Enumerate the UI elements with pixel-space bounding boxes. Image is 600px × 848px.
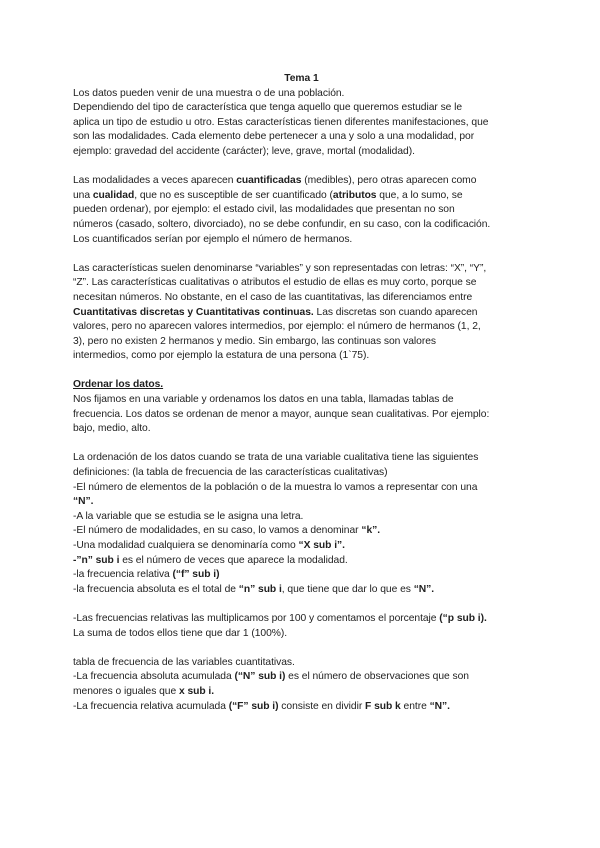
- bold-term: x sub i.: [178, 685, 215, 697]
- text-line: necesitan números. No obstante, en el caso de las cuantitativas, las diferenciamos entre: [73, 291, 473, 303]
- bold-term: (“N” sub i): [234, 671, 286, 683]
- text-line: [73, 612, 530, 627]
- text-line: -A la variable que se estudia se le asigna una letra.: [73, 510, 304, 522]
- bold-term: atributos: [332, 189, 377, 201]
- text-run: consiste en dividir: [278, 700, 366, 712]
- text-line: Nos fijamos en una variable y ordenamos los datos en una tabla, llamadas tablas de: [73, 394, 454, 406]
- bold-term: Cuantitativas discretas y Cuantitativas continuas.: [73, 306, 314, 318]
- text-line: tabla de frecuencia de las variables cuantitativas.: [73, 656, 295, 668]
- text-run: -la frecuencia relativa: [73, 569, 173, 581]
- paragraph-porcentaje: [73, 612, 530, 641]
- bold-term: “k”.: [361, 525, 381, 537]
- text-line: valores, pero no aparecen valores intermedios, por ejemplo: el número de hermanos (1, 2,: [73, 321, 481, 333]
- text-line: números (casado, soltero, divorciado), no se debe confundir, en su caso, con la codificación.: [73, 218, 491, 230]
- bold-term: cualidad: [92, 189, 135, 201]
- paragraph-modalidades: [73, 174, 530, 247]
- text-line: 3), pero no existen 2 hermanos y medio. Sin embargo, las continuas son valores: [73, 335, 436, 347]
- bold-term: (“F” sub i): [228, 700, 279, 712]
- text-line: ejemplo: gravedad del accidente (carácter); leve, grave, mortal (modalidad).: [73, 145, 415, 157]
- text-line: [73, 174, 530, 189]
- bold-term: “N”.: [413, 583, 435, 595]
- paragraph-cuantitativas: [73, 656, 530, 714]
- paragraph-definiciones: [73, 451, 530, 597]
- text-run: es el número de observaciones que son: [285, 671, 469, 683]
- text-line: aplica un tipo de estudio u otro. Estas características tienen diferentes manifestaciones, que: [73, 116, 489, 128]
- bold-term: cuantificadas: [236, 175, 302, 187]
- text-run: , que no es susceptible de ser cuantificado (: [134, 189, 333, 201]
- text-run: entre: [400, 700, 430, 712]
- bold-term: “X sub i”.: [298, 540, 345, 551]
- paragraph-intro: [73, 87, 530, 160]
- bold-term: “n” sub i: [238, 583, 282, 595]
- text-line: intermedios, como por ejemplo la estatura de una persona (1`75).: [73, 350, 370, 362]
- text-run: -El número de modalidades, en su caso, lo vamos a denominar: [73, 525, 362, 537]
- text-line: Las características suelen denominarse “variables” y son representadas con letras: “X”, “Y”,: [73, 262, 487, 274]
- text-line: [73, 568, 530, 583]
- paragraph-ordenar: [73, 393, 530, 437]
- text-run: -Las frecuencias relativas las multiplicamos por 100 y comentamos el porcentaje: [73, 612, 440, 624]
- text-line: [73, 495, 530, 510]
- text-run: una: [73, 189, 93, 201]
- text-line: [73, 700, 530, 715]
- text-line: Dependiendo del tipo de característica que tenga aquello que queremos estudiar se le: [73, 102, 463, 114]
- text-line: [73, 554, 530, 569]
- text-line: La suma de todos ellos tiene que dar 1 (100%).: [73, 627, 288, 639]
- text-line: definiciones: (la tabla de frecuencia de las características cualitativas): [73, 467, 388, 479]
- text-run: -La frecuencia relativa acumulada: [73, 700, 229, 712]
- text-line: bajo, medio, alto.: [73, 423, 151, 435]
- text-line: [73, 670, 530, 685]
- bold-term: “N”.: [429, 700, 450, 712]
- text-line: -El número de elementos de la población o de la muestra lo vamos a representar con una: [73, 481, 478, 493]
- text-run: , que tiene que dar lo que es: [281, 583, 414, 595]
- text-line: La ordenación de los datos cuando se trata de una variable cualitativa tiene las siguientes: [73, 452, 479, 464]
- paragraph-variables: [73, 262, 530, 364]
- bold-term: (“f” sub i): [172, 569, 220, 581]
- text-run: -Una modalidad cualquiera se denominaría como: [73, 540, 299, 551]
- text-run: -la frecuencia absoluta es el total de: [73, 583, 239, 595]
- text-run: menores o iguales que: [73, 685, 179, 697]
- bold-term: “N”.: [73, 496, 94, 508]
- text-line: Los datos pueden venir de una muestra o de una población.: [73, 87, 345, 99]
- text-line: [73, 583, 530, 598]
- text-line: pueden ordenar), por ejemplo: el estado civil, las modalidades que presentan no son: [73, 204, 455, 216]
- text-line: “Z”. Las características cualitativas o atributos el estudio de ellas es muy corto, porque se: [73, 277, 477, 289]
- bold-term: F sub k: [365, 700, 401, 712]
- text-run: Las modalidades a veces aparecen: [73, 175, 237, 187]
- text-line: [73, 539, 530, 554]
- text-line: [73, 524, 530, 539]
- text-run: (medibles), pero otras aparecen como: [301, 175, 477, 187]
- text-line: son las modalidades. Cada elemento debe pertenecer a una y solo a una modalidad, por: [73, 131, 475, 143]
- text-line: Los cuantificados serían por ejemplo el número de hermanos.: [73, 233, 353, 245]
- bold-term: -”n” sub i: [73, 554, 120, 566]
- text-line: [73, 306, 530, 321]
- text-run: Las discretas son cuando aparecen: [313, 306, 478, 318]
- text-line: frecuencia. Los datos se ordenan de menor a mayor, aunque sean cualitativas. Por ejemplo:: [73, 408, 490, 420]
- text-run: que, a lo sumo, se: [376, 189, 463, 201]
- text-line: [73, 189, 530, 204]
- bold-term: (“p sub i).: [439, 612, 487, 624]
- text-run: es el número de veces que aparece la modalidad.: [119, 554, 348, 566]
- document-title: Tema 1: [284, 73, 319, 84]
- text-run: -La frecuencia absoluta acumulada: [73, 671, 235, 683]
- section-heading: Ordenar los datos.: [73, 379, 164, 391]
- text-line: [73, 685, 530, 700]
